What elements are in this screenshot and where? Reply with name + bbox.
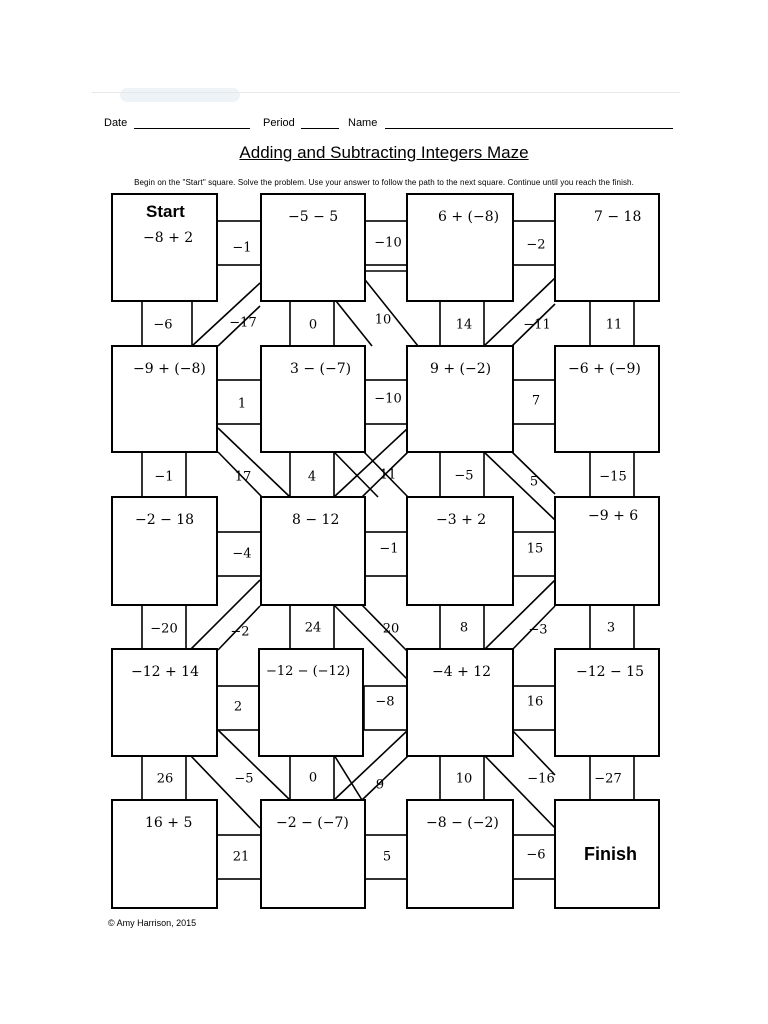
maze-square-r2c1[interactable] bbox=[260, 496, 366, 606]
maze-square-start[interactable] bbox=[111, 193, 218, 302]
path-label: 21 bbox=[232, 849, 250, 865]
date-label: Date bbox=[104, 117, 128, 129]
path-label: −17 bbox=[229, 315, 257, 331]
path-label: −6 bbox=[153, 317, 173, 333]
problem-r0c2: 6 + (−8) bbox=[438, 209, 500, 225]
problem-r3c3: −12 − 15 bbox=[576, 664, 644, 680]
path-label: −1 bbox=[154, 469, 174, 485]
problem-r3c2: −4 + 12 bbox=[432, 664, 492, 680]
maze-square-r0c1[interactable] bbox=[260, 193, 366, 302]
maze-square-r3c3[interactable] bbox=[554, 648, 660, 757]
maze-square-r0c2[interactable] bbox=[406, 193, 514, 302]
path-label: 10 bbox=[455, 771, 473, 787]
path-label: −16 bbox=[527, 771, 555, 787]
path-label: 0 bbox=[308, 317, 318, 333]
maze-square-r2c0[interactable] bbox=[111, 496, 218, 606]
name-label: Name bbox=[348, 117, 378, 129]
maze-square-r2c3[interactable] bbox=[554, 496, 660, 606]
path-label: 0 bbox=[308, 770, 318, 786]
maze-square-r3c2[interactable] bbox=[406, 648, 514, 757]
instructions: Begin on the "Start" square. Solve the problem. Use your answer to follow the path to the next square. Continue until you reach the finish. bbox=[134, 178, 634, 187]
maze-square-r1c2[interactable] bbox=[406, 345, 514, 453]
path-label: 10 bbox=[374, 312, 392, 328]
path-label: −3 bbox=[528, 622, 548, 638]
path-label: 7 bbox=[531, 393, 541, 409]
start-label: Start bbox=[146, 202, 185, 221]
problem-r0c3: 7 − 18 bbox=[594, 209, 642, 225]
path-label: −5 bbox=[454, 468, 474, 484]
path-label: 26 bbox=[156, 771, 174, 787]
path-label: 5 bbox=[529, 474, 539, 490]
problem-r4c2: −8 − (−2) bbox=[426, 815, 499, 831]
maze-square-r1c0[interactable] bbox=[111, 345, 218, 453]
path-label: 2 bbox=[233, 699, 243, 715]
maze-square-finish[interactable] bbox=[554, 799, 660, 909]
path-label: −15 bbox=[599, 469, 627, 485]
problem-r3c0: −12 + 14 bbox=[131, 664, 199, 680]
path-label: −2 bbox=[230, 624, 250, 640]
path-label: −27 bbox=[594, 771, 622, 787]
path-label: 8 bbox=[459, 620, 469, 636]
problem-r2c2: −3 + 2 bbox=[436, 512, 487, 528]
problem-r1c2: 9 + (−2) bbox=[430, 361, 492, 377]
problem-r1c3: −6 + (−9) bbox=[568, 361, 641, 377]
problem-r2c1: 8 − 12 bbox=[292, 512, 340, 528]
finish-label: Finish bbox=[584, 844, 637, 864]
problem-r0c1: −5 − 5 bbox=[288, 209, 339, 225]
problem-r4c1: −2 − (−7) bbox=[276, 815, 349, 831]
path-label: −1 bbox=[232, 240, 252, 256]
path-label: −10 bbox=[374, 391, 402, 407]
maze-square-r1c3[interactable] bbox=[554, 345, 660, 453]
maze-square-r4c1[interactable] bbox=[260, 799, 366, 909]
copyright-notice: © Amy Harrison, 2015 bbox=[108, 918, 197, 928]
path-label: −2 bbox=[526, 237, 546, 253]
path-label: 20 bbox=[382, 621, 400, 637]
maze-square-r4c0[interactable] bbox=[111, 799, 218, 909]
path-label: −8 bbox=[375, 694, 395, 710]
path-label: 11 bbox=[605, 317, 623, 333]
problem-r0c0: −8 + 2 bbox=[143, 230, 194, 246]
path-label: 16 bbox=[526, 694, 544, 710]
problem-r2c3: −9 + 6 bbox=[588, 508, 639, 524]
path-label: −6 bbox=[526, 847, 546, 863]
path-label: −4 bbox=[232, 546, 252, 562]
path-label: −1 bbox=[379, 541, 399, 557]
maze-square-r2c2[interactable] bbox=[406, 496, 514, 606]
problem-r1c0: −9 + (−8) bbox=[133, 361, 206, 377]
maze-square-r0c3[interactable] bbox=[554, 193, 660, 302]
path-label: 1 bbox=[237, 396, 247, 412]
worksheet-title: Adding and Subtracting Integers Maze bbox=[239, 143, 529, 162]
path-label: −11 bbox=[523, 317, 551, 333]
problem-r1c1: 3 − (−7) bbox=[290, 361, 352, 377]
path-label: 11 bbox=[379, 467, 397, 483]
problem-r2c0: −2 − 18 bbox=[135, 512, 195, 528]
problem-r3c1: −12 − (−12) bbox=[266, 664, 351, 679]
maze-square-r3c1[interactable] bbox=[258, 648, 364, 757]
path-label: 14 bbox=[455, 317, 473, 333]
path-label: −5 bbox=[234, 771, 254, 787]
problem-r4c0: 16 + 5 bbox=[145, 815, 193, 831]
path-label: 3 bbox=[606, 620, 616, 636]
maze-square-r1c1[interactable] bbox=[260, 345, 366, 453]
path-label: 4 bbox=[307, 469, 317, 485]
maze-square-r3c0[interactable] bbox=[111, 648, 218, 757]
path-label: 24 bbox=[304, 620, 322, 636]
maze-square-r4c2[interactable] bbox=[406, 799, 514, 909]
path-label: 15 bbox=[526, 541, 544, 557]
period-label: Period bbox=[263, 117, 295, 129]
path-label: −10 bbox=[374, 235, 402, 251]
path-label: 9 bbox=[375, 777, 385, 793]
path-label: 17 bbox=[234, 469, 252, 485]
path-label: 5 bbox=[382, 849, 392, 865]
path-label: −20 bbox=[150, 621, 178, 637]
